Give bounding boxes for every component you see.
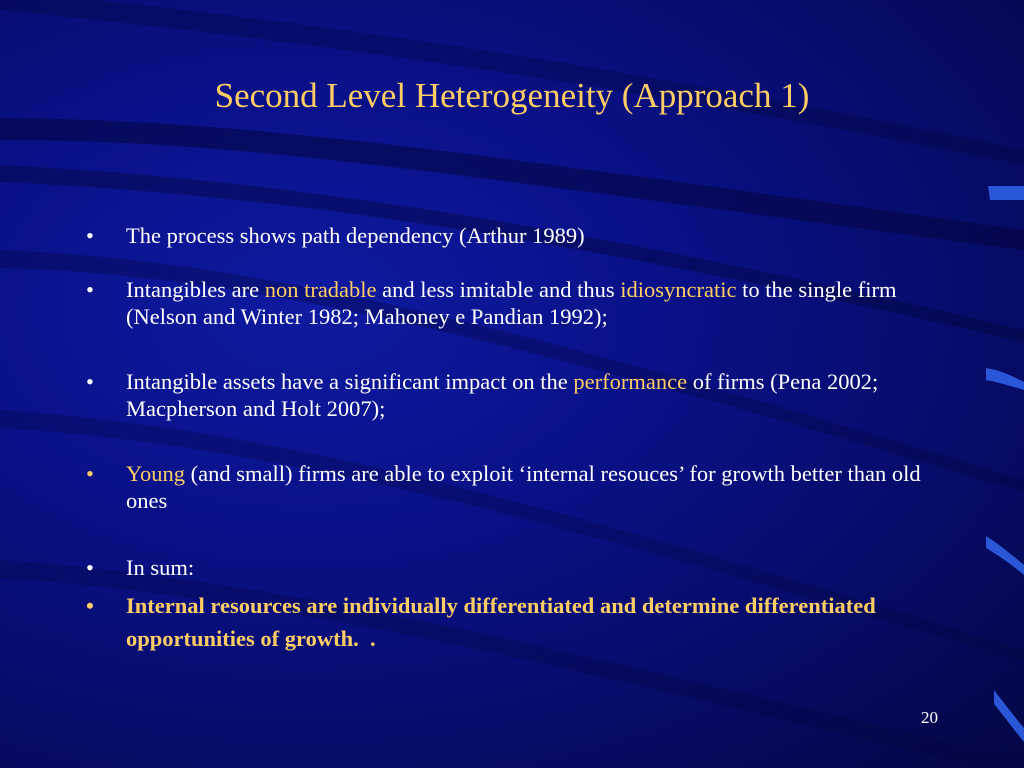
bullet-symbol: • (86, 461, 94, 486)
bullet-item (86, 276, 946, 330)
bullet-symbol: • (86, 555, 94, 580)
bullet-item (86, 460, 946, 514)
bullet-list (86, 222, 946, 655)
bullet-text: Intangible assets have a significant impact on the (126, 369, 574, 394)
highlight-idiosyncratic: idiosyncratic (620, 277, 737, 302)
bullet-text: to the single firm (Nelson and Winter 1982; Mahoney e Pandian 1992); (126, 277, 897, 329)
page-number: 20 (921, 708, 938, 727)
conclusion-period: . (358, 626, 376, 651)
bullet-text: (and small) firms are able to exploit ‘internal resouces’ for growth better than old ones (126, 461, 921, 513)
bullet-symbol: • (86, 277, 94, 302)
bullet-text: of firms (Pena 2002; Macpherson and Holt 2007); (126, 369, 879, 421)
conclusion-text: Internal resources are individually differentiated and determine differentiated opportunities of growth. (126, 593, 876, 651)
bullet-symbol: • (86, 223, 94, 248)
bullet-symbol: • (86, 369, 94, 394)
bullet-item (86, 554, 946, 581)
bullet-item (86, 368, 946, 422)
highlight-young: Young (126, 461, 185, 486)
bullet-text: and less imitable and thus (376, 277, 621, 302)
slide-title: Second Level Heterogeneity (Approach 1) (214, 76, 810, 115)
bullet-text: In sum: (126, 555, 195, 580)
bullet-item (86, 222, 946, 249)
bullet-item (86, 589, 946, 655)
bullet-text: The process shows path dependency (Arthur 1989) (126, 223, 585, 248)
highlight-performance: performance (573, 369, 688, 394)
bullet-text: Intangibles are (126, 277, 265, 302)
bullet-symbol: • (86, 593, 94, 618)
highlight-non-tradable: non tradable (264, 277, 377, 302)
